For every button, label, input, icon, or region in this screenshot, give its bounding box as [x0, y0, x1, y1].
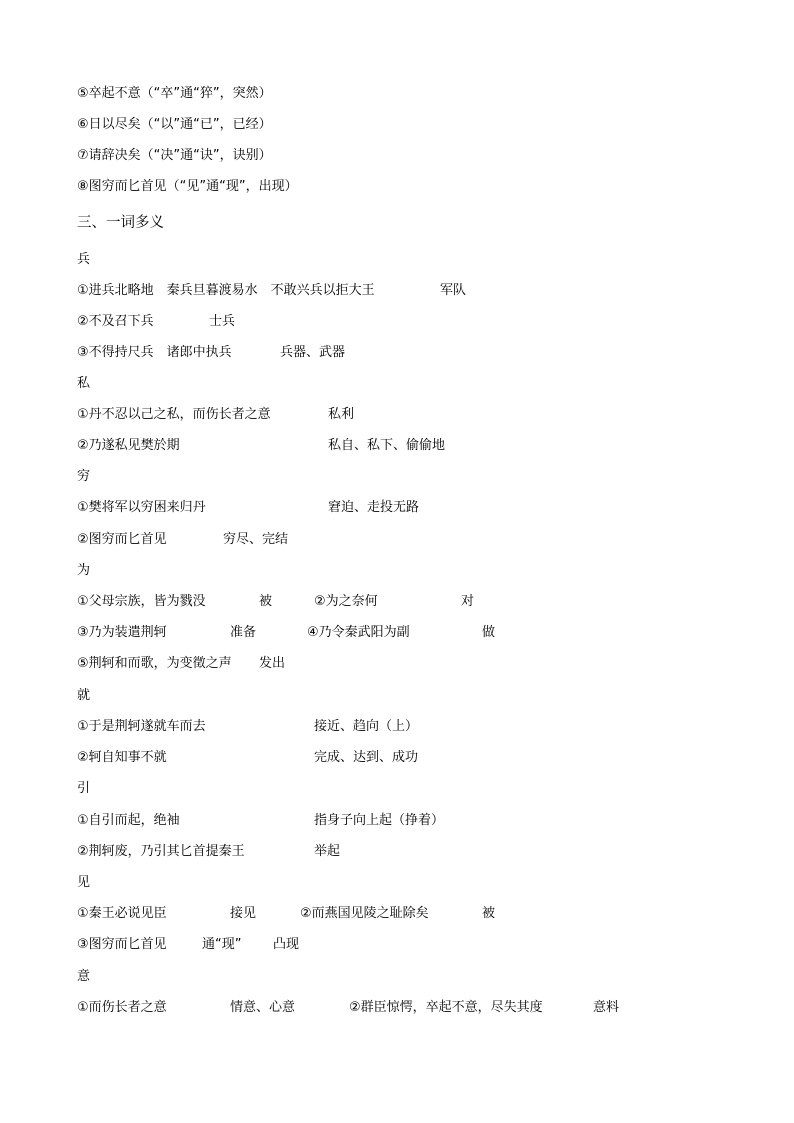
example-sentence: ①自引而起，绝袖 [77, 813, 180, 828]
example-sentence: ②不及召下兵 [77, 314, 154, 329]
meaning: 对 [461, 594, 475, 609]
example-sentence: ③图穷而匕首见 [77, 937, 167, 952]
example-sentence: ⑤荆轲和而歌，为变徵之声 [77, 656, 232, 671]
example-sentence: ②荆轲废，乃引其匕首提秦王 [77, 844, 245, 859]
example-sentence: ①丹不忍以己之私，而伤长者之意 [77, 407, 271, 422]
example-sentence: ②图穷而匕首见 [77, 532, 167, 547]
meaning: 窘迫、走投无路 [328, 500, 420, 515]
meaning: 准备 [230, 625, 257, 640]
meaning: 意料 [593, 1000, 620, 1015]
example-sentence: ①而伤长者之意 [77, 1000, 167, 1015]
meaning: 举起 [314, 844, 341, 859]
meaning: 被 [259, 594, 273, 609]
example-sentence: ②乃遂私见樊於期 [77, 438, 180, 453]
document-page: ⑤卒起不意（“卒”通“猝”，突然） ⑥日以尽矣（“以”通“已”，已经） ⑦请辞决矣（“决”通“诀”，诀别） ⑧图穷而匕首见（“见”通“现”，出现） 三、一词多义 兵 ①进兵北略地 秦兵旦暮渡易水 不敢兴兵以拒大王 军队 ②不及召下兵 士兵 ③不得持尺兵 诸郎中执兵 兵器、武器 私 ①丹不忍以己之私，而伤长者之意 私利 ②乃遂私见樊於期 私自、私下、偷偷地 穷 ①樊将军以穷困来归丹 窘迫、走投无路 ②图穷而匕首见 穷尽、完结 为 ①父母宗族，皆为戮没 被 ②为之奈何 对 ③乃为装遣荆轲 准备 ④乃令秦武阳为副 做 ⑤荆轲和而歌，为变徵之声 发出 就 ①于是荆轲遂就车而去 接近、趋向（上） ②轲自知事不就 完成、达到、成功 引 ①自引而起，绝袖 指身子向上起（挣着） ②荆轲废，乃引其匕首提秦王 举起 见 ①秦王必说见臣 接见 ②而燕国见陵之耻除矣 被 ③图穷而匕首见 通“现” 凸现 意 ①而伤长者之意 情意、心意 ②群臣惊愕，卒起不意，尽失其度 意料 [0, 0, 794, 1123]
example-sentence: ①父母宗族，皆为戮没 [77, 594, 206, 609]
example-sentence: ②群臣惊愕，卒起不意，尽失其度 [349, 1000, 543, 1015]
example-sentence: ③乃为装遣荆轲 [77, 625, 167, 640]
example-sentence: ③不得持尺兵 诸郎中执兵 [77, 345, 232, 360]
meaning: 完成、达到、成功 [314, 750, 419, 765]
meaning: 做 [482, 625, 496, 640]
example-sentence: ①樊将军以穷困来归丹 [77, 500, 206, 515]
meaning: 私利 [328, 407, 355, 422]
meaning: 凸现 [273, 937, 300, 952]
example-sentence: ④乃令秦武阳为副 [307, 625, 410, 640]
meaning: 军队 [440, 283, 467, 298]
meaning: 士兵 [209, 314, 236, 329]
example-sentence: ①进兵北略地 秦兵旦暮渡易水 不敢兴兵以拒大王 [77, 283, 375, 298]
meaning: 接见 [230, 906, 257, 921]
example-sentence: ②而燕国见陵之耻除矣 [300, 906, 429, 921]
example-sentence: ②轲自知事不就 [77, 750, 167, 765]
example-sentence: ②为之奈何 [314, 594, 378, 609]
meaning: 兵器、武器 [280, 345, 346, 360]
meaning: 指身子向上起（挣着） [314, 813, 445, 828]
meaning: 穷尽、完结 [223, 532, 289, 547]
meaning: 发出 [259, 656, 286, 671]
example-sentence: ①秦王必说见臣 [77, 906, 167, 921]
meaning: 接近、趋向（上） [314, 719, 419, 734]
meaning: 被 [482, 906, 496, 921]
example-sentence: ①于是荆轲遂就车而去 [77, 719, 206, 734]
meaning: 私自、私下、偷偷地 [328, 438, 446, 453]
meaning: 通“现” [202, 937, 242, 952]
meaning: 情意、心意 [230, 1000, 296, 1015]
